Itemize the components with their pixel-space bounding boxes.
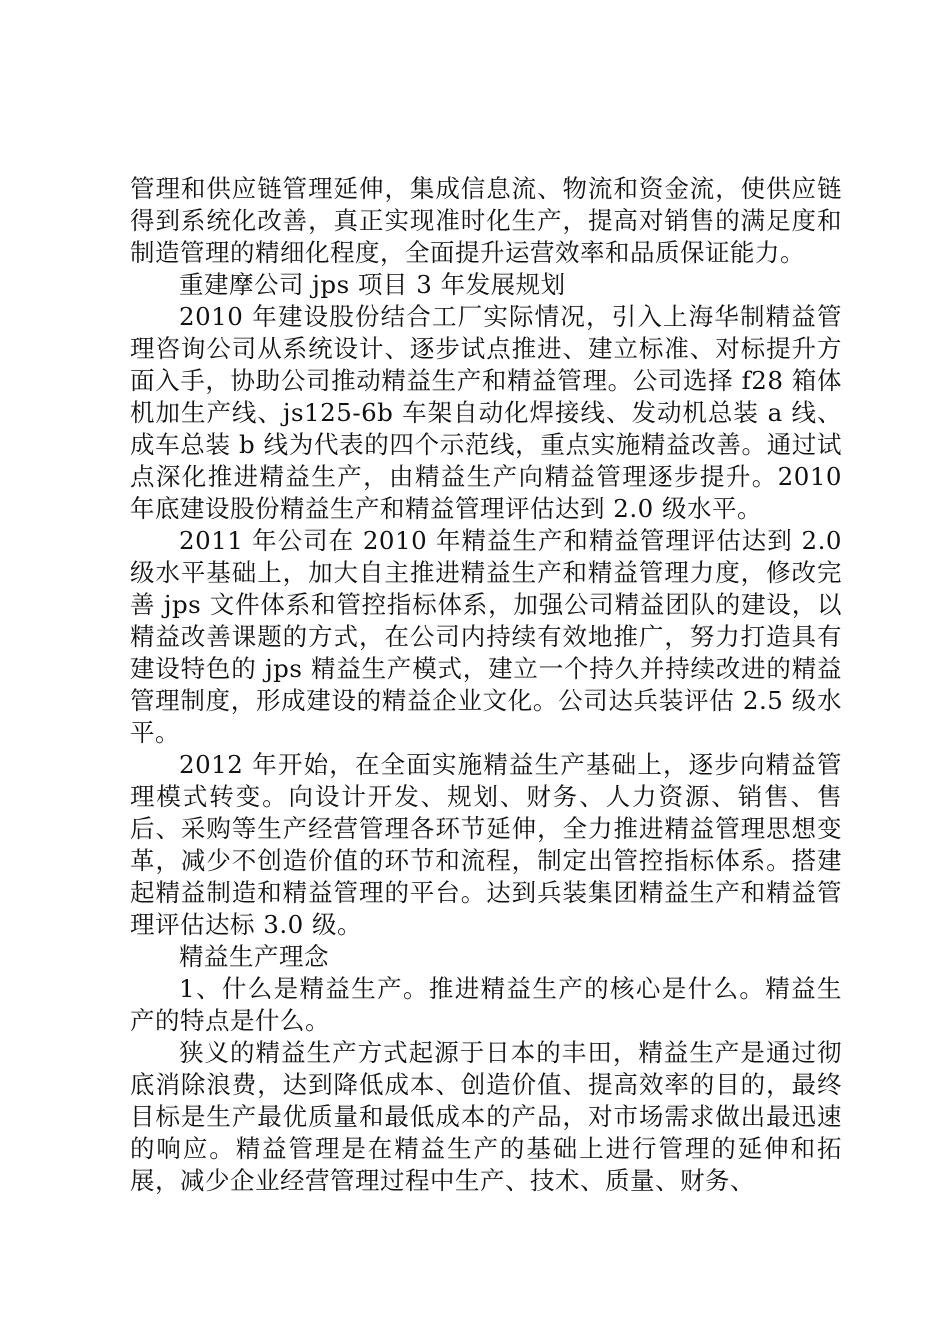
paragraph-lean-definition: 狭义的精益生产方式起源于日本的丰田，精益生产是通过彻底消除浪费，达到降低成本、创造价值、提高效率的目的，最终目标是生产最优质量和最低成本的产品，对市场需求做出最迅速的响应。精益管理是在精益生产的基础上进行管理的延伸和拓展，减少企业经营管理过程中生产、技术、质量、财务、 [130, 1038, 842, 1195]
section-heading-jps-plan: 重建摩公司 jps 项目 3 年发展规划 [179, 270, 566, 299]
document-body [130, 173, 842, 1197]
section-heading-lean-concept: 精益生产理念 [179, 942, 329, 971]
paragraph-2010: 2010 年建设股份结合工厂实际情况，引入上海华制精益管理咨询公司从系统设计、逐步试点推进、建立标准、对标提升方面入手，协助公司推动精益生产和精益管理。公司选择 f28 箱体机加生产线、js125-6b 车架自动化焊接线、发动机总装 a 线、成车总装 b 线为代表的四个示范线，重点实施精益改善。通过试点深化推进精益生产，由精益生产向精益管理逐步提升。2010 年底建设股份精益生产和精益管理评估达到 2.0 级水平。 [130, 302, 842, 523]
paragraph-2012: 2012 年开始，在全面实施精益生产基础上，逐步向精益管理模式转变。向设计开发、规划、财务、人力资源、销售、售后、采购等生产经营管理各环节延伸，全力推进精益管理思想变革，减少不创造价值的环节和流程，制定出管控指标体系。搭建起精益制造和精益管理的平台。达到兵装集团精益生产和精益管理评估达标 3.0 级。 [130, 750, 842, 939]
question-what-is-lean: 1、什么是精益生产。推进精益生产的核心是什么。精益生产的特点是什么。 [130, 974, 842, 1035]
paragraph-2011: 2011 年公司在 2010 年精益生产和精益管理评估达到 2.0 级水平基础上，加大自主推进精益生产和精益管理力度，修改完善 jps 文件体系和管控指标体系，加强公司精益团队的建设，以精益改善课题的方式，在公司内持续有效地推广，努力打造具有建设特色的 jps 精益生产模式，建立一个持久并持续改进的精益管理制度，形成建设的精益企业文化。公司达兵装评估 2.5 级水平。 [130, 526, 842, 747]
paragraph-supply-chain: 管理和供应链管理延伸，集成信息流、物流和资金流，使供应链得到系统化改善，真正实现准时化生产，提高对销售的满足度和制造管理的精细化程度，全面提升运营效率和品质保证能力。 [130, 174, 842, 267]
